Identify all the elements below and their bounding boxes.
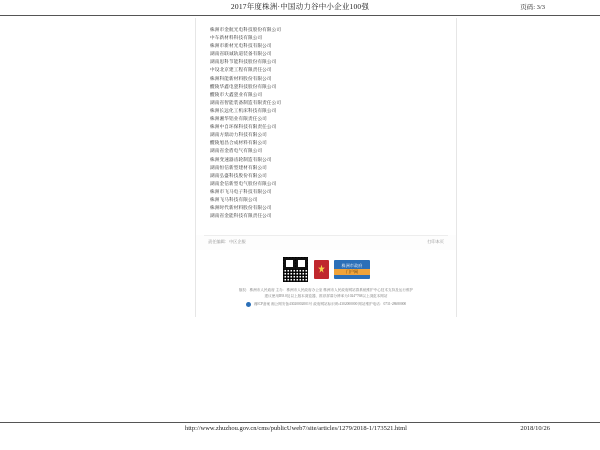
list-item: 株洲市新材光电科技有限公司 bbox=[210, 43, 272, 49]
list-item: 株洲变速器齿轮制造有限公司 bbox=[210, 156, 272, 162]
captured-web-page bbox=[195, 18, 457, 317]
list-item: 株洲时代新材料股份有限公司 bbox=[210, 205, 272, 211]
list-item: 湖南弘盛科技股份有限公司 bbox=[210, 172, 267, 178]
site-portal-badge-line1: 株洲市政府 bbox=[341, 263, 363, 268]
list-item: 湖南思科节能科技股份有限公司 bbox=[210, 59, 277, 65]
print-footer-date: 2018/10/26 bbox=[520, 425, 550, 432]
list-item: 株洲市飞马电子科技有限公司 bbox=[210, 188, 272, 194]
list-item: 醴陵市大鑫瓷业有限公司 bbox=[210, 91, 263, 97]
police-badge-icon bbox=[246, 302, 251, 307]
list-item: 中设北京建工程有限责任公司 bbox=[210, 67, 272, 73]
print-footer-url: http://www.zhuzhou.gov.cn/cms/publicUweb7/site/articles/1279/2018-1/173521.html bbox=[185, 425, 407, 432]
list-item: 湖南省金能科技有限责任公司 bbox=[210, 213, 272, 219]
list-item: 株洲市金航光电科技股份有限公司 bbox=[210, 27, 282, 32]
icp-row bbox=[196, 302, 456, 307]
list-item: 株洲中自环保科技有限责任公司 bbox=[210, 124, 277, 130]
list-item: 湖南金信新型电气股份有限公司 bbox=[210, 180, 277, 186]
list-item: 醴陵华鑫电瓷科技股份有限公司 bbox=[210, 83, 277, 89]
footer-copyright-line: 版权：株洲市人民政府 主办：株洲市人民政府办公室 株洲市人民政府网站群系统维护中心技术支持及运行维护 bbox=[238, 288, 414, 292]
list-item: 株洲湘华铝业有限责任公司 bbox=[210, 116, 267, 122]
print-footer bbox=[0, 422, 600, 436]
list-item: 湖南方鼎动力科技有限公司 bbox=[210, 132, 267, 138]
list-item: 中车新材料科技有限公司 bbox=[210, 35, 263, 41]
icp-text: 湘ICP备案 湘公网安备43020002001号 政府网站标识码:4302000000 网站维护电话：0731-28680000 bbox=[253, 302, 407, 306]
print-header bbox=[0, 0, 600, 16]
list-item: 湖南省联诚轨道装备有限公司 bbox=[210, 51, 272, 57]
print-header-title: 2017年度株洲·中国动力谷中小企业100强 bbox=[230, 2, 370, 11]
footer-text-block bbox=[196, 287, 456, 299]
list-item: 湖南恒信新型建材有限公司 bbox=[210, 164, 267, 170]
list-item: 株洲飞马科技有限公司 bbox=[210, 196, 258, 202]
footer-badge-row bbox=[196, 256, 456, 282]
site-footer bbox=[196, 250, 456, 317]
article-body bbox=[196, 18, 456, 235]
article-editor-label: 责任编辑：中区企服 bbox=[208, 239, 246, 244]
footer-browser-line: 建议使用IE8.0及以上版本浏览器，推荐屏幕分辨率为1024*768以上浏览本网站 bbox=[264, 294, 388, 298]
print-page-link[interactable]: 打印本页 bbox=[427, 239, 444, 244]
site-portal-badge[interactable] bbox=[334, 260, 370, 279]
list-item: 醴陵旭昌合成材料有限公司 bbox=[210, 140, 267, 146]
list-item: 株洲长远化工机床科技有限公司 bbox=[210, 107, 277, 113]
article-meta-row bbox=[204, 235, 448, 250]
qr-code-icon bbox=[282, 256, 309, 283]
print-page-indicator: 页码: 3/3 bbox=[520, 4, 545, 11]
list-item: 湖南省金盾电气有限公司 bbox=[210, 148, 263, 154]
gov-seal-icon[interactable] bbox=[314, 260, 329, 279]
list-item: 湖南省智能装备制造有限责任公司 bbox=[210, 99, 282, 105]
list-item: 株洲科能新材料股份有限公司 bbox=[210, 75, 272, 81]
site-portal-badge-line2: 门户网 bbox=[334, 269, 370, 275]
